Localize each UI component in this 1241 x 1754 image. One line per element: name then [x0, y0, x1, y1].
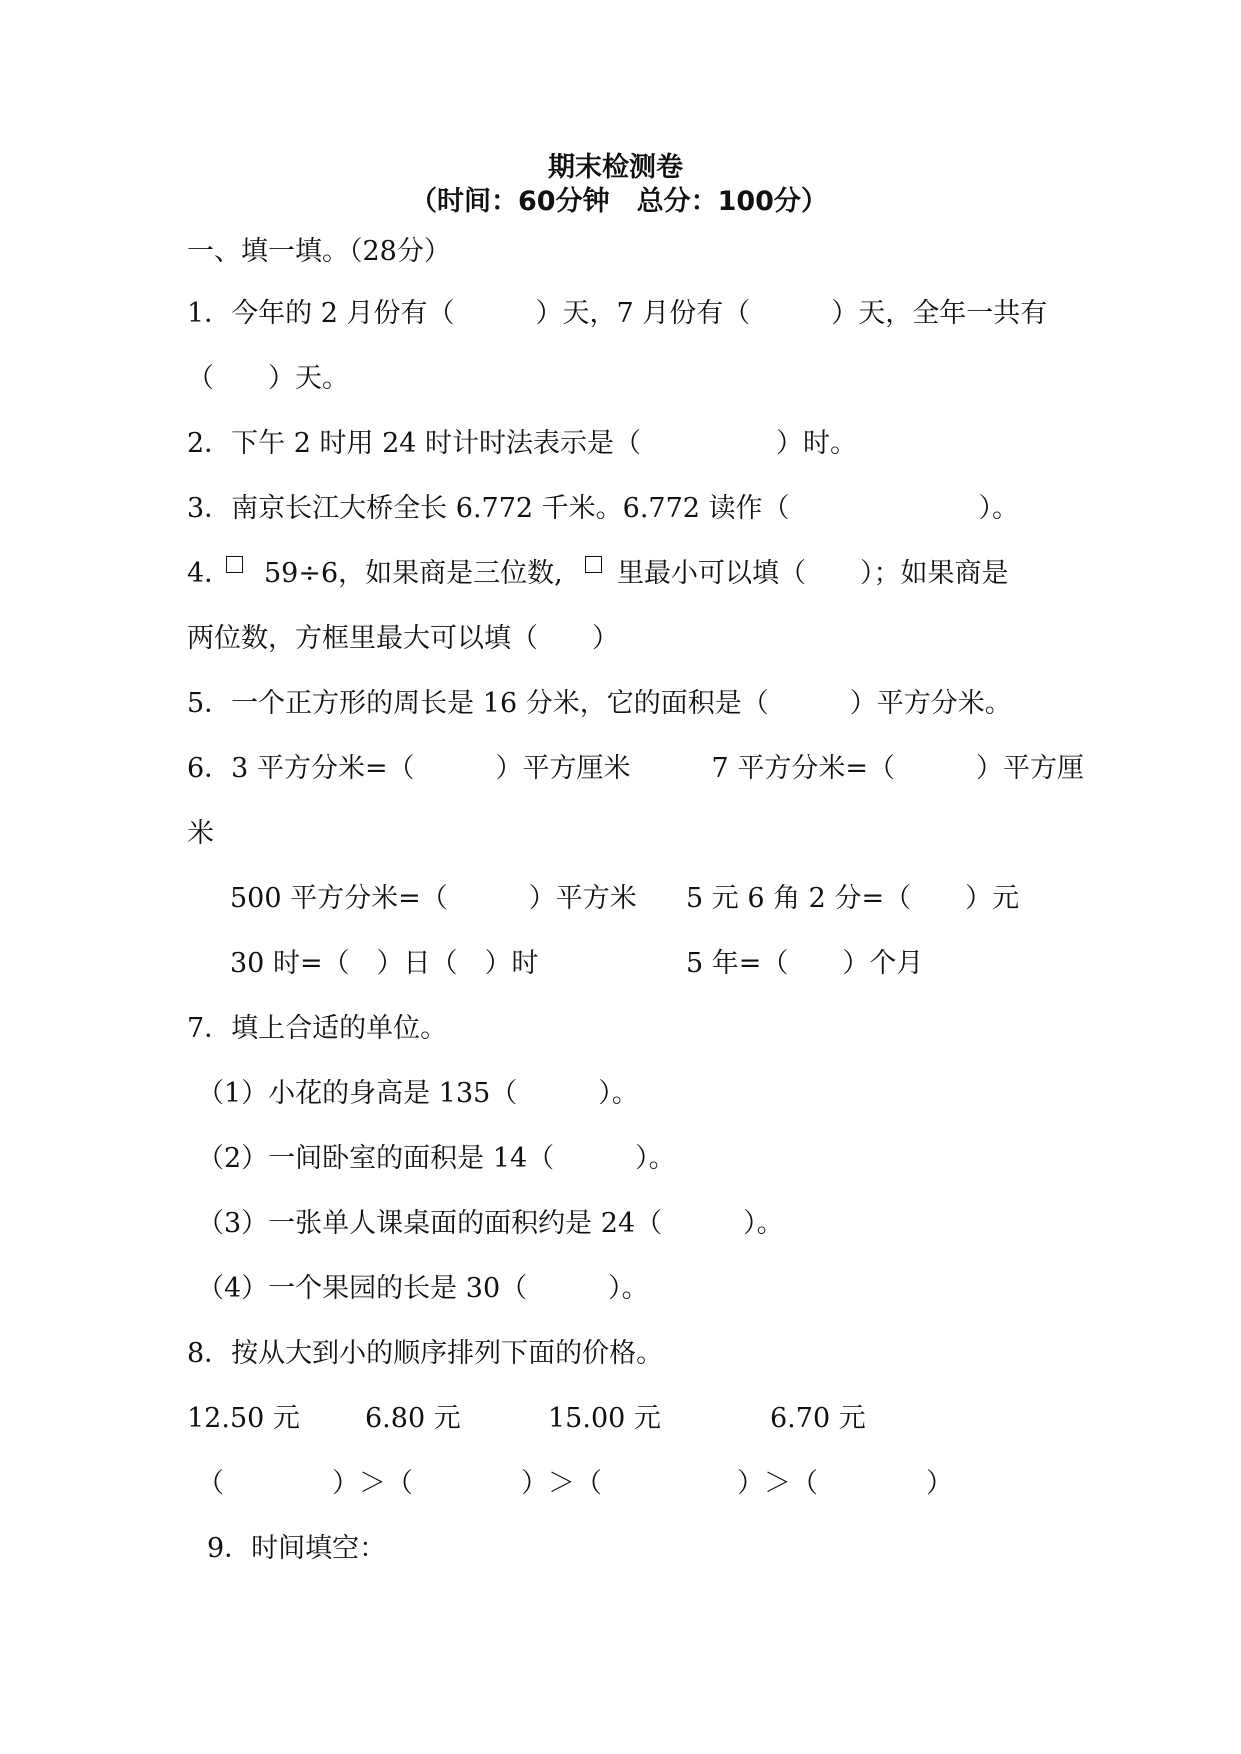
question-4-middle: 59÷6，如果商是三位数,: [264, 558, 563, 589]
exam-subtitle: （时间：60分钟 总分：100分）: [410, 186, 828, 217]
question-8: 8．按从大到小的顺序排列下面的价格。: [187, 1338, 664, 1369]
question-4-line-2: 两位数，方框里最大可以填（ ）: [187, 623, 619, 654]
question-6-line-3-right: 5 年=（ ）个月: [686, 948, 924, 979]
blank-box-icon: [585, 556, 602, 573]
price-item: 6.70 元: [770, 1403, 866, 1434]
price-order-blanks: （ ）＞（ ）＞（ ）＞（ ）: [197, 1468, 953, 1499]
question-6-line-1: 6．3 平方分米=（ ）平方厘米 7 平方分米=（ ）平方厘: [187, 753, 1084, 784]
question-5: 5．一个正方形的周长是 16 分米，它的面积是（ ）平方分米。: [187, 688, 1012, 719]
question-7-item-2: （2）一间卧室的面积是 14（ ）。: [197, 1143, 676, 1174]
price-item: 12.50 元: [187, 1403, 300, 1434]
question-7-item-3: （3）一张单人课桌面的面积约是 24（ ）。: [197, 1208, 784, 1239]
question-1-line-2: （ ）天。: [187, 363, 349, 394]
question-1-line-1: 1．今年的 2 月份有（ ）天，7 月份有（ ）天，全年一共有: [187, 298, 1048, 329]
question-6-line-2-left: 500 平方分米=（ ）平方米: [230, 883, 637, 914]
question-2: 2．下午 2 时用 24 时计时法表示是（ ）时。: [187, 428, 858, 459]
question-6-line-2-right: 5 元 6 角 2 分=（ ）元: [686, 883, 1020, 914]
price-item: 15.00 元: [548, 1403, 661, 1434]
question-7: 7．填上合适的单位。: [187, 1013, 448, 1044]
question-6-line-1-wrap: 米: [187, 818, 214, 849]
question-6-line-3-left: 30 时=（ ）日（ ）时: [230, 948, 539, 979]
blank-box-icon: [226, 556, 243, 573]
price-item: 6.80 元: [365, 1403, 461, 1434]
exam-title: 期末检测卷: [548, 152, 683, 183]
question-7-item-4: （4）一个果园的长是 30（ ）。: [197, 1273, 649, 1304]
question-4-end: 里最小可以填（ ）；如果商是: [617, 558, 1009, 589]
question-9: 9．时间填空：: [207, 1533, 387, 1564]
question-7-item-1: （1）小花的身高是 135（ ）。: [197, 1078, 639, 1109]
question-3: 3．南京长江大桥全长 6.772 千米。6.772 读作（ ）。: [187, 493, 1020, 524]
section-heading: 一、填一填。（28分）: [187, 236, 451, 267]
question-4-prefix: 4．: [187, 558, 232, 589]
